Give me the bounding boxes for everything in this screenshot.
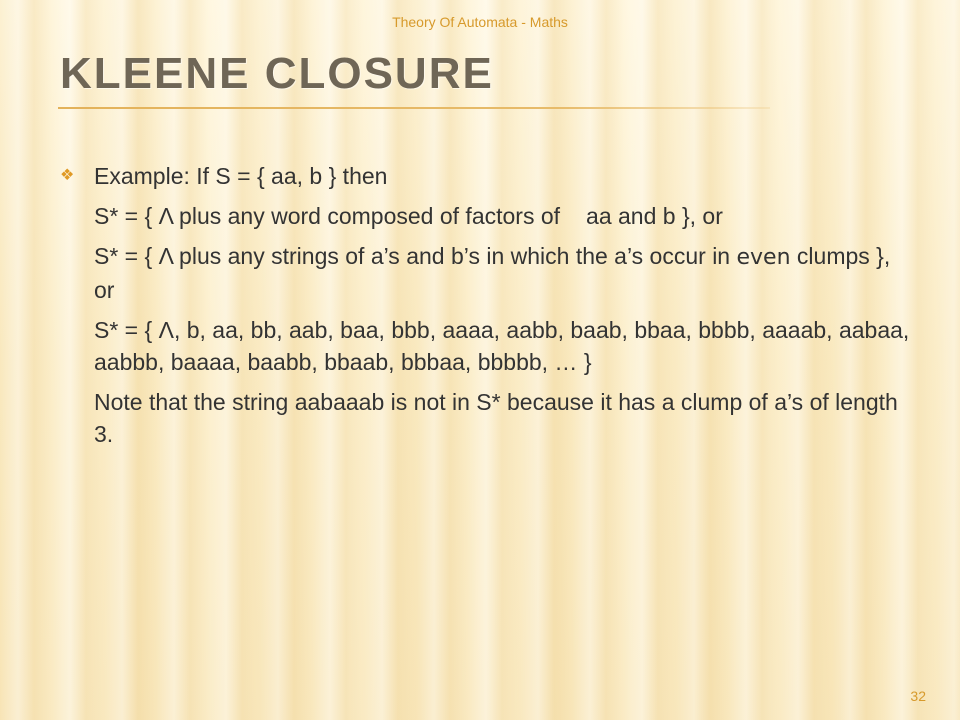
closure-definition-1	[94, 200, 910, 232]
closure-definition-1-part-b: aa and b }, or	[586, 203, 723, 229]
closure-note: Note that the string aabaaab is not in S* because it has a clump of a’s of length 3.	[94, 389, 898, 447]
title-divider	[58, 107, 770, 109]
closure-definition-2-part-b: clumps }, or	[94, 243, 891, 303]
closure-definition-2-part-a: S* = { Λ plus any strings of a’s and b’s in which the a’s occur in	[94, 243, 737, 269]
closure-enumeration: S* = { Λ, b, aa, bb, aab, baa, bbb, aaaa, aabb, baab, bbaa, bbbb, aaaab, aabaa, aabbb, baaaa, baabb, bbaab, bbbaa, bbbbb, … }	[94, 317, 910, 375]
page-number: 32	[910, 688, 926, 704]
slide-title: KLEENE CLOSURE	[60, 49, 494, 98]
bullet-item	[60, 160, 910, 192]
bullet-text: Example: If S = { aa, b } then	[94, 163, 388, 189]
bullet-diamond-icon: ❖	[60, 167, 75, 184]
even-word: even	[736, 245, 791, 270]
closure-definition-1-part-a: S* = { Λ plus any word composed of factors of	[94, 203, 561, 229]
slide-content	[60, 160, 910, 458]
header-text: Theory Of Automata - Maths	[392, 14, 568, 30]
closure-definition-2	[94, 240, 910, 306]
